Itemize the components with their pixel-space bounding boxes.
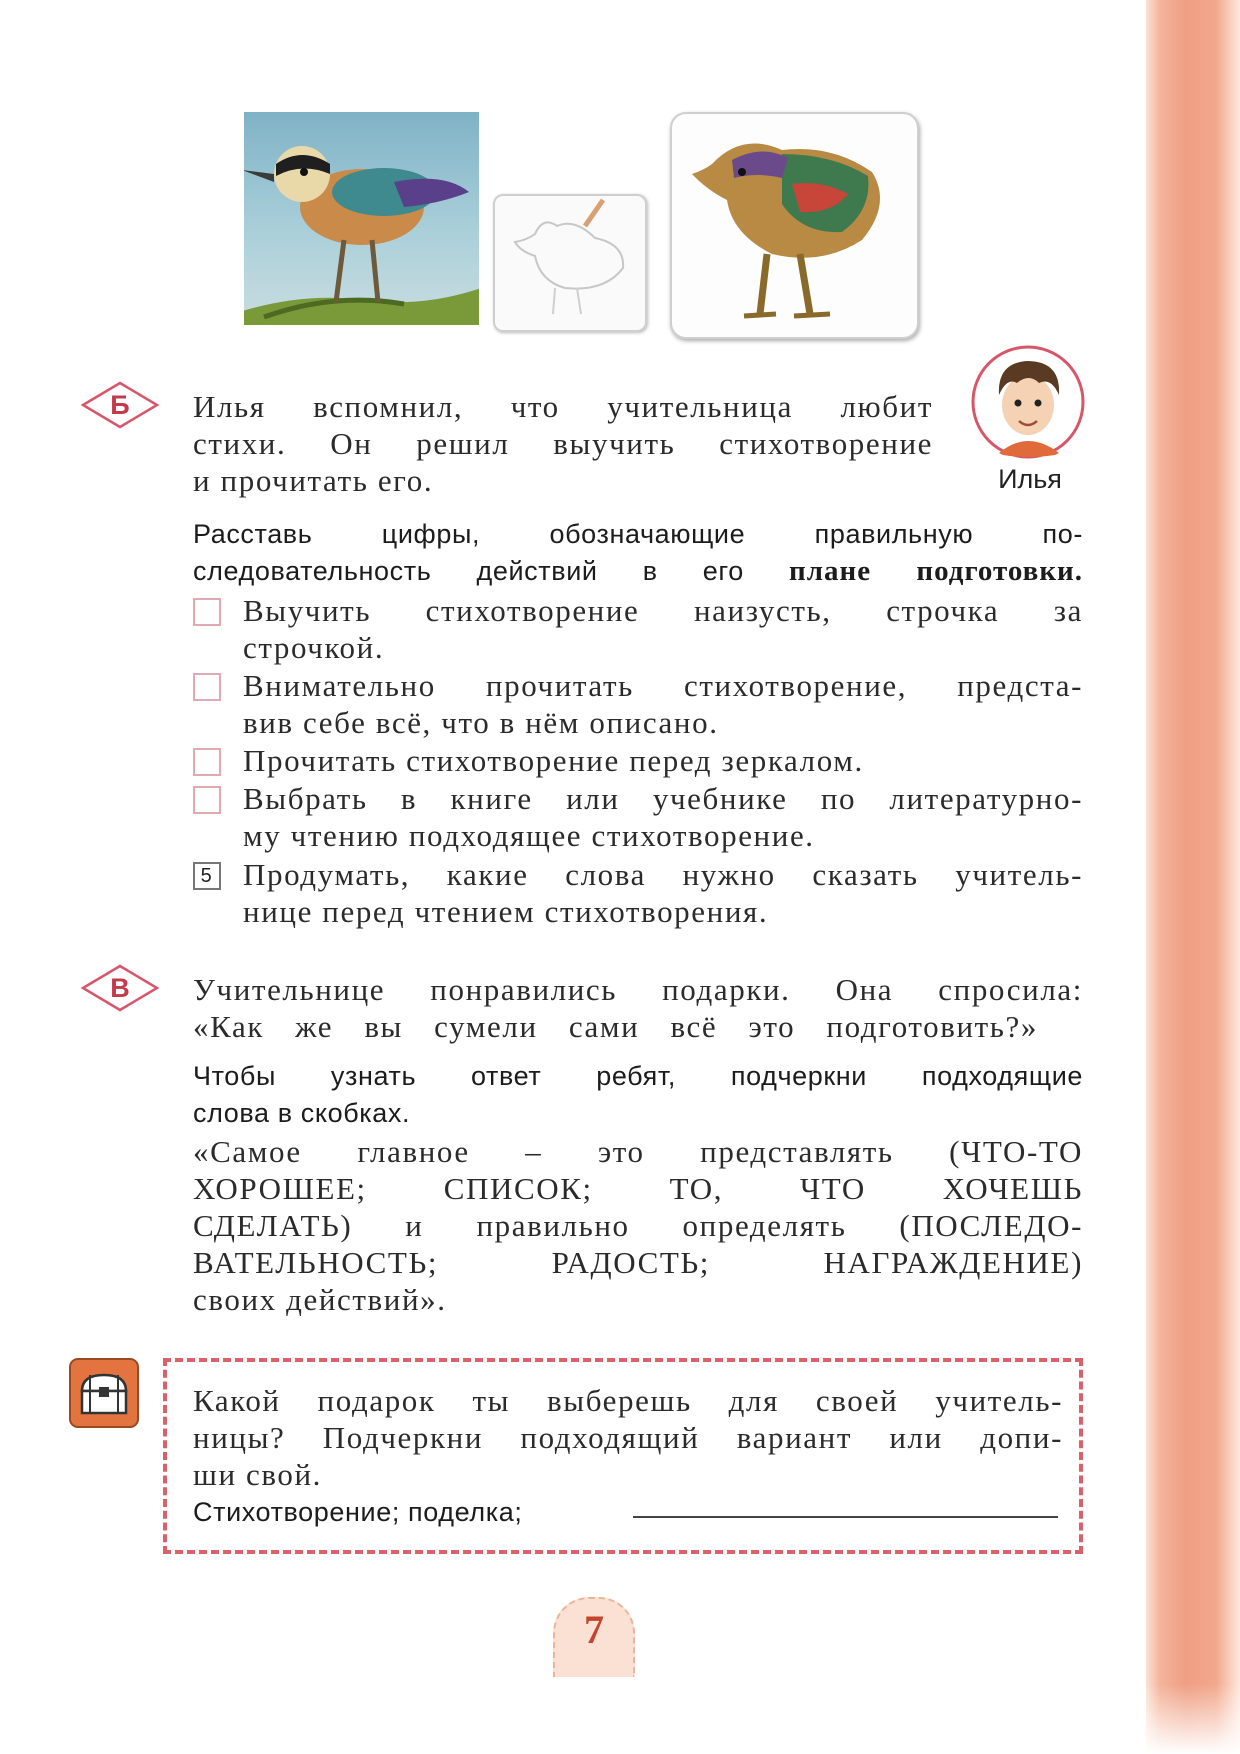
order-box[interactable] bbox=[193, 748, 221, 776]
item-text: строчкой. bbox=[243, 630, 385, 665]
intro-line: Илья вспомнил, что учительница любит bbox=[193, 389, 933, 424]
avatar-caption: Илья bbox=[998, 464, 1062, 494]
item-text: Выбрать в книге или учебнике по литературно- bbox=[243, 781, 1083, 816]
order-box-filled[interactable]: 5 bbox=[193, 862, 221, 890]
quote-line: ХОРОШЕЕ; СПИСОК; ТО, ЧТО ХОЧЕШЬ bbox=[193, 1171, 1083, 1206]
task-line: Расставь цифры, обозначающие правильную по- bbox=[193, 519, 1083, 549]
question-line: ницы? Подчеркни подходящий вариант или допи- bbox=[193, 1420, 1063, 1455]
section-v-marker bbox=[80, 963, 160, 1013]
item-text: Продумать, какие слова нужно сказать учитель- bbox=[243, 857, 1083, 892]
bird-sketch bbox=[493, 194, 647, 332]
gift-options bbox=[193, 1494, 633, 1531]
bird-mosaic bbox=[670, 112, 919, 339]
task-bold-phrase: плане подготовки. bbox=[789, 555, 1083, 587]
order-box[interactable] bbox=[193, 673, 221, 701]
item-text: вив себе всё, что в нём описано. bbox=[243, 705, 719, 740]
section-b-intro bbox=[193, 388, 933, 499]
gift-question bbox=[193, 1382, 1063, 1493]
intro-line: Учительнице понравились подарки. Она спросила: bbox=[193, 972, 1083, 1007]
page-edge-stripe bbox=[1146, 0, 1240, 1754]
section-v-intro bbox=[193, 971, 1083, 1045]
task-line: слова в скобках. bbox=[193, 1098, 411, 1128]
order-box[interactable] bbox=[193, 786, 221, 814]
section-b-task bbox=[193, 516, 1083, 590]
quote-line: своих действий». bbox=[193, 1282, 447, 1317]
bird-photo bbox=[244, 112, 479, 325]
quote-line: ВАТЕЛЬНОСТЬ; РАДОСТЬ; НАГРАЖДЕНИЕ) bbox=[193, 1245, 1083, 1280]
question-line: Какой подарок ты выберешь для своей учитель- bbox=[193, 1383, 1063, 1418]
intro-line: «Как же вы сумели сами всё это подготовить?» bbox=[193, 1009, 1038, 1044]
question-line: ши свой. bbox=[193, 1457, 323, 1492]
section-b-letter: Б bbox=[110, 390, 130, 420]
item-text: Выучить стихотворение наизусть, строчка за bbox=[243, 593, 1083, 628]
item-text: му чтению подходящее стихотворение. bbox=[243, 818, 815, 853]
item-text: нице перед чтением стихотворения. bbox=[243, 894, 769, 929]
task-line bbox=[193, 553, 1083, 590]
section-b-marker bbox=[80, 380, 160, 430]
item-text: Внимательно прочитать стихотворение, предста- bbox=[243, 668, 1083, 703]
section-v-letter: В bbox=[110, 973, 130, 1003]
section-v-task bbox=[193, 1058, 1083, 1132]
section-v-quote bbox=[193, 1133, 1083, 1318]
task-line-start: следовательность действий в его bbox=[193, 556, 744, 586]
options-text: Стихотворение; поделка; bbox=[193, 1497, 523, 1527]
task-line: Чтобы узнать ответ ребят, подчеркни подходящие bbox=[193, 1061, 1083, 1091]
item-text: Прочитать стихотворение перед зеркалом. bbox=[243, 743, 864, 778]
quote-line: «Самое главное – это представлять (ЧТО-ТО bbox=[193, 1134, 1083, 1169]
intro-line: стихи. Он решил выучить стихотворение bbox=[193, 426, 933, 461]
quote-line: СДЕЛАТЬ) и правильно определять (ПОСЛЕДО- bbox=[193, 1208, 1083, 1243]
order-box[interactable] bbox=[193, 598, 221, 626]
ilya-avatar bbox=[969, 343, 1087, 461]
answer-blank-line[interactable] bbox=[633, 1516, 1058, 1518]
treasure-chest-icon bbox=[68, 1357, 140, 1429]
intro-line: и прочитать его. bbox=[193, 463, 434, 498]
page-number: 7 bbox=[584, 1607, 604, 1652]
